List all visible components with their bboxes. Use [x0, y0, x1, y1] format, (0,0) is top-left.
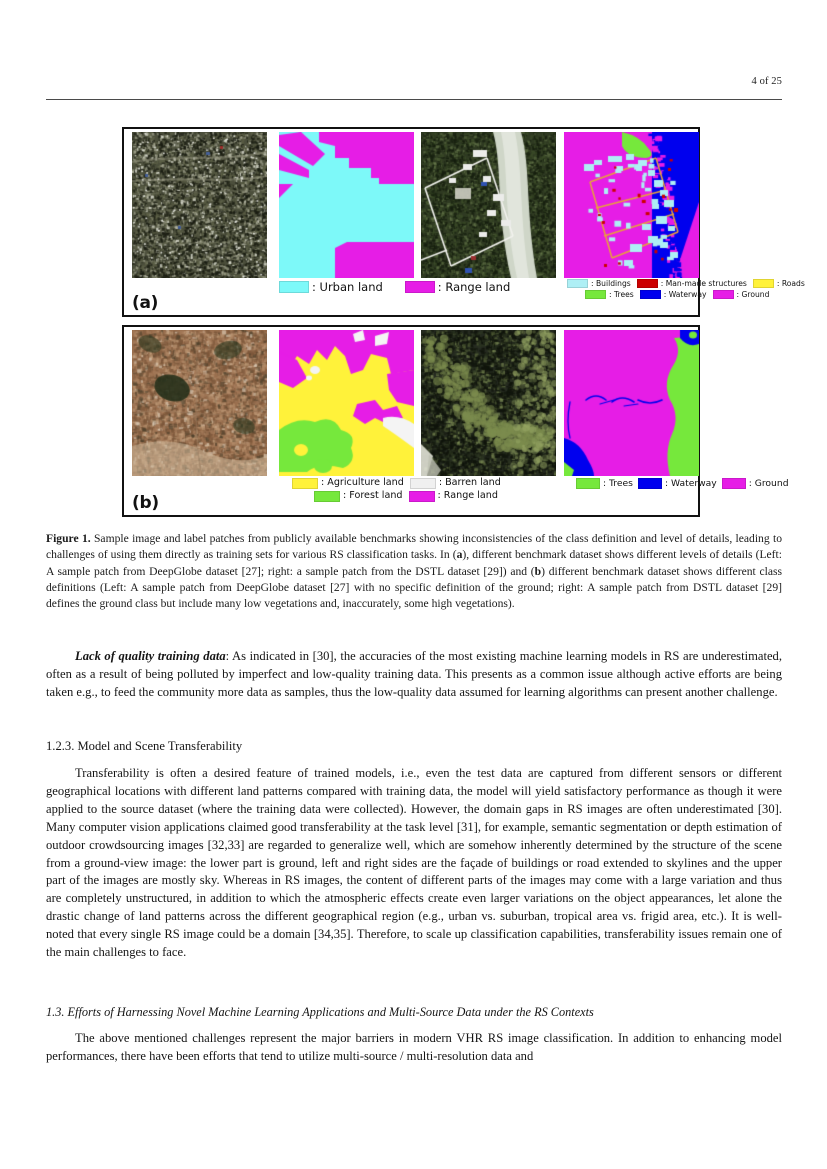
legend-label-trees-b: : Trees — [603, 477, 633, 489]
legend-item-urban-land — [279, 281, 383, 293]
legend-item-man-made-structures — [637, 279, 747, 288]
caption-text-3: ) different benchmark dataset shows different class definitions (Left: A sample patch from DeepGlobe dataset [27] with no specific definition of the ground; right: A sample patch from DSTL dataset [29] defines the ground class but include many low vegetations and, inaccurately, some high vegetations). — [46, 564, 782, 611]
legend-label-ground-b: : Ground — [748, 477, 789, 489]
legend-label-trees-a: : Trees — [609, 289, 634, 299]
legend-item-ground-a — [713, 290, 770, 299]
swatch-roads — [753, 279, 774, 288]
legend-label-forest-land: : Forest land — [343, 490, 403, 502]
deepglobe-label-patch-rural — [279, 330, 414, 476]
swatch-waterway-a — [640, 290, 661, 299]
paragraph-efforts: The above mentioned challenges represent the major barriers in modern VHR RS image classification. In addition to enhancing model performances, there have been efforts that tend to utilize multi-source / multi-resolution data and — [46, 1031, 782, 1063]
legend-label-waterway-b: : Waterway — [664, 477, 717, 489]
heading-1-3: 1.3. Efforts of Harnessing Novel Machine Learning Applications and Multi-Source Data under the RS Contexts — [46, 1005, 594, 1019]
dstl-label-patch-riverside — [564, 132, 699, 278]
dstl-sample-patch-riverside — [421, 132, 556, 278]
legend-label-roads: : Roads — [776, 278, 805, 288]
legend-label-range-land: : Range land — [437, 280, 511, 294]
figure-panel-b — [122, 325, 789, 517]
swatch-trees-b — [576, 478, 600, 489]
legend-label-barren-land: : Barren land — [438, 477, 501, 489]
swatch-waterway-b — [638, 478, 662, 489]
caption-label: Figure 1. — [46, 532, 91, 545]
swatch-buildings — [567, 279, 588, 288]
swatch-barren-land — [410, 478, 436, 489]
caption-bold-b: b — [534, 564, 542, 578]
panel-b-legend-dstl — [576, 478, 794, 491]
dstl-sample-patch-forest — [421, 330, 556, 476]
legend-item-roads — [753, 279, 805, 288]
panel-label-a: (a) — [132, 293, 159, 313]
lack-lead-in: Lack of quality training data — [75, 649, 226, 663]
panel-b-legend-deepglobe — [292, 478, 507, 504]
panel-a-legend-deepglobe — [279, 281, 532, 295]
swatch-range-land — [405, 281, 435, 293]
deepglobe-sample-patch-rural — [132, 330, 267, 476]
deepglobe-sample-patch-urban — [132, 132, 267, 278]
legend-label-agriculture-land: : Agriculture land — [321, 477, 404, 489]
heading-1-2-3: 1.2.3. Model and Scene Transferability — [46, 739, 243, 753]
legend-item-ground-b — [722, 478, 789, 489]
legend-item-forest-land — [314, 491, 403, 502]
page-number: 4 of 25 — [751, 76, 782, 87]
legend-item-range-land-b — [409, 491, 498, 502]
legend-item-trees-b — [576, 478, 633, 489]
legend-item-barren-land — [410, 478, 501, 489]
panel-a-image-row — [124, 132, 698, 278]
legend-item-buildings — [567, 279, 631, 288]
swatch-forest-land — [314, 491, 340, 502]
deepglobe-label-patch-urban — [279, 132, 414, 278]
header-divider — [46, 99, 782, 100]
swatch-ground-a — [713, 290, 734, 299]
caption-bold-a: a — [456, 548, 463, 562]
legend-item-trees-a — [585, 290, 634, 299]
swatch-trees-a — [585, 290, 606, 299]
swatch-man-made-structures — [637, 279, 658, 288]
caption-text-2: ), different benchmark dataset shows different levels of details (Left: A sample patch from DeepGlobe dataset [27]; right: a sample patch from the DSTL dataset [29]) and ( — [46, 548, 782, 578]
swatch-agriculture-land — [292, 478, 318, 489]
swatch-range-land-b — [409, 491, 435, 502]
panel-b-image-row — [124, 330, 698, 476]
legend-label-range-land-b: : Range land — [437, 490, 498, 502]
legend-label-waterway-a: : Waterway — [663, 289, 707, 299]
swatch-urban-land — [279, 281, 309, 293]
swatch-ground-b — [722, 478, 746, 489]
legend-item-waterway-a — [640, 290, 707, 299]
legend-label-buildings: : Buildings — [591, 278, 631, 288]
legend-label-man-made-structures: : Man-made structures — [660, 278, 747, 288]
legend-label-ground-a: : Ground — [736, 289, 770, 299]
lack-body-text: : As indicated in [30], the accuracies of the most existing machine learning models in RS are underestimated, often as a result of being polluted by imperfect and low-quality training data. This presents as a common issue although active efforts are being taken e.g., to feed the community more data as samples, thus the low-quality data assumed for learning algorithms can present another challenge. — [46, 649, 782, 699]
figure-1 — [122, 127, 805, 517]
legend-label-urban-land: : Urban land — [312, 280, 383, 294]
figure-panel-a — [122, 127, 805, 317]
panel-a-legend-dstl — [567, 279, 811, 301]
legend-item-range-land — [405, 281, 510, 293]
caption-text-1: Sample image and label patches from publicly available benchmarks showing inconsistencies of the class definition and level of details, leading to challenges of using them directly as training sets for various RS classification tasks. In ( — [46, 532, 782, 562]
figure-caption — [46, 531, 782, 613]
panel-label-b: (b) — [132, 493, 159, 513]
paragraph-transferability: Transferability is often a desired feature of trained models, i.e., even the test data are captured from different sensors or different geographical locations with different land patterns compared with training data, the model will yield satisfactory performance as though it were applied to the source dataset (where the training data were collected). However, the domain gaps in RS images are often underestimated [30]. Many computer vision applications claimed good transferability at the task level [31], for example, semantic segmentation or depth estimation of outdoor crowdsourcing images [32,33] are regarded to generalize well, which are somehow inherently determined by the structure of the scene from a ground-view image: the lower part is ground, left and right sides are the façade of buildings or road extended to skylines and the upper part of the images are mostly sky. Whereas in RS images, the content of different parts of the images may come with a large variation and thus are completely unstructured, in addition to which the atmospheric effects create even larger variations on the object appearances, let alone the drastic change of land patterns across the different geographical region (e.g., urban vs. suburban, tropical area vs. frigid area, etc.). It is well-noted that every single RS image could be a domain [34,35]. Therefore, to scale up classification capabilities, transferability issues remain one of the main challenges to face. — [46, 766, 782, 960]
dstl-label-patch-forest — [564, 330, 699, 476]
legend-item-agriculture-land — [292, 478, 404, 489]
legend-item-waterway-b — [638, 478, 717, 489]
paragraph-lack-of-quality-training-data — [46, 648, 782, 702]
